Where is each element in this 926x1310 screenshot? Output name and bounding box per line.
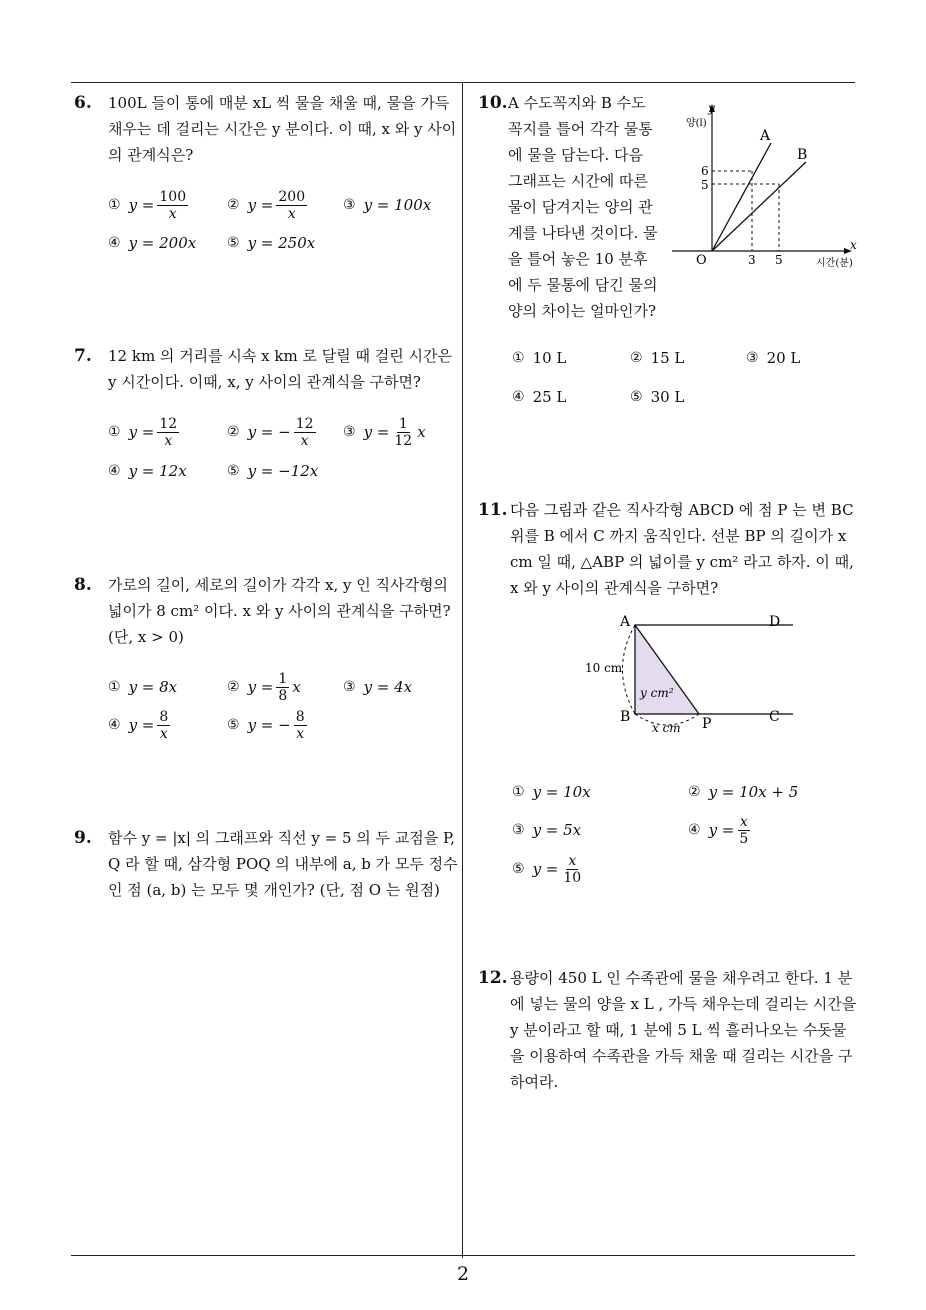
label-c: C	[769, 709, 780, 725]
question-11	[478, 497, 858, 601]
q10-option-1[interactable]: ① 10 L	[512, 349, 567, 367]
label-d: D	[769, 614, 781, 630]
q8-option-1[interactable]: ① y = 8x	[108, 678, 178, 696]
base-length-label: x cm	[652, 721, 681, 735]
tick-x5: 5	[775, 253, 783, 267]
q7-option-2[interactable]: ② y = − $\frac{12}{x}$	[227, 415, 314, 449]
q11-option-1[interactable]: ① y = 10x	[512, 783, 591, 801]
q11-figure	[578, 608, 793, 738]
area-label: y cm²	[640, 686, 674, 700]
fraction: $\frac{1}{12}$	[394, 415, 413, 449]
fraction: $\frac{x}{10}$	[563, 852, 582, 886]
line-a	[712, 143, 771, 251]
column-divider	[462, 82, 463, 1258]
q8-option-3[interactable]: ③ y = 4x	[343, 678, 413, 696]
q6-option-1[interactable]: ① y = $\frac{100}{x}$	[108, 188, 187, 222]
q6-option-2[interactable]: ② y = $\frac{200}{x}$	[227, 188, 306, 222]
question-number: 10.	[478, 93, 508, 113]
question-12	[478, 965, 858, 1095]
q11-option-2[interactable]: ② y = 10x + 5	[688, 783, 799, 801]
question-text: 다음 그림과 같은 직사각형 ABCD 에 점 P 는 변 BC 위를 B 에서 C 까지 움직인다. 선분 BP 의 길이가 x cm 일 때, △ABP 의 넓이를 y cm² 라고 하자. 이 때, x 와 y 사이의 관계식을 구하면?	[510, 501, 854, 597]
q10-option-5[interactable]: ⑤ 30 L	[630, 388, 685, 406]
question-10	[478, 90, 660, 324]
q6-option-3[interactable]: ③ y = 100x	[343, 196, 432, 214]
q10-option-2[interactable]: ② 15 L	[630, 349, 685, 367]
top-rule	[71, 82, 855, 83]
q7-option-4[interactable]: ④ y = 12x	[108, 462, 187, 480]
origin-label: O	[696, 253, 707, 268]
line-b	[712, 162, 806, 251]
x-axis-label: x	[850, 238, 857, 252]
tick-y6: 6	[701, 164, 709, 178]
y-axis-label: y	[708, 101, 715, 115]
line-a-label: A	[760, 128, 771, 144]
question-7	[74, 343, 459, 395]
tick-y5: 5	[701, 178, 709, 192]
question-6	[74, 90, 459, 168]
q7-option-1[interactable]: ① y = $\frac{12}{x}$	[108, 415, 178, 449]
q8-option-4[interactable]: ④ y = $\frac{8}{x}$	[108, 708, 169, 742]
question-8	[74, 572, 459, 650]
fraction: $\frac{8}{x}$	[159, 708, 169, 742]
question-number: 7.	[74, 346, 92, 366]
x-unit-label: 시간(분)	[816, 258, 853, 269]
question-number: 8.	[74, 575, 92, 595]
label-p: P	[702, 716, 712, 732]
question-text: 12 km 의 거리를 시속 x km 로 달릴 때 걸린 시간은 y 시간이다. 이때, x, y 사이의 관계식을 구하면?	[108, 347, 452, 391]
q6-option-5[interactable]: ⑤ y = 250x	[227, 234, 316, 252]
fraction: $\frac{12}{x}$	[295, 415, 314, 449]
q10-option-3[interactable]: ③ 20 L	[746, 349, 801, 367]
tick-x3: 3	[748, 253, 756, 267]
fraction: $\frac{x}{5}$	[739, 813, 749, 847]
fraction: $\frac{200}{x}$	[278, 188, 306, 222]
y-unit-label: 양(l)	[686, 118, 707, 129]
question-number: 9.	[74, 828, 92, 848]
q11-option-3[interactable]: ③ y = 5x	[512, 821, 582, 839]
q6-option-4[interactable]: ④ y = 200x	[108, 234, 197, 252]
question-9	[74, 825, 459, 903]
question-number: 11.	[478, 500, 508, 520]
label-b: B	[620, 709, 631, 725]
q10-graph	[668, 96, 863, 276]
fraction: $\frac{8}{x}$	[295, 708, 305, 742]
label-a: A	[620, 614, 631, 630]
page-number: 2	[456, 1263, 470, 1285]
question-text: 용량이 450 L 인 수족관에 물을 채우려고 한다. 1 분에 넣는 물의 양을 x L , 가득 채우는데 걸리는 시간을 y 분이라고 할 때, 1 분에 5 L 씩 흘러나오는 수돗물을 이용하여 수족관을 가득 채울 때 걸리는 시간을 구하여라.	[510, 969, 857, 1091]
q8-option-5[interactable]: ⑤ y = − $\frac{8}{x}$	[227, 708, 305, 742]
q10-option-4[interactable]: ④ 25 L	[512, 388, 567, 406]
q7-option-5[interactable]: ⑤ y = −12x	[227, 462, 319, 480]
question-text: 함수 y = |x| 의 그래프와 직선 y = 5 의 두 교점을 P, Q 라 할 때, 삼각형 POQ 의 내부에 a, b 가 모두 정수인 점 (a, b) 는 모두 몇 개인가? (단, 점 O 는 원점)	[108, 829, 458, 899]
question-text: 가로의 길이, 세로의 길이가 각각 x, y 인 직사각형의 넓이가 8 cm² 이다. x 와 y 사이의 관계식을 구하면? (단, x > 0)	[108, 576, 451, 646]
bottom-rule	[71, 1255, 855, 1256]
question-text: 100L 들이 통에 매분 xL 씩 물을 채울 때, 물을 가득 채우는 데 걸리는 시간은 y 분이다. 이 때, x 와 y 사이의 관계식은?	[108, 94, 457, 164]
fraction: $\frac{1}{8}$	[278, 670, 288, 704]
q11-option-5[interactable]: ⑤ y = $\frac{x}{10}$	[512, 852, 582, 886]
q11-option-4[interactable]: ④ y = $\frac{x}{5}$	[688, 813, 749, 847]
q8-option-2[interactable]: ② y = $\frac{1}{8}$ x	[227, 670, 301, 704]
question-number: 6.	[74, 93, 92, 113]
q7-option-3[interactable]: ③ y = $\frac{1}{12}$ x	[343, 415, 426, 449]
question-number: 12.	[478, 968, 508, 988]
fraction: $\frac{12}{x}$	[159, 415, 178, 449]
side-brace	[623, 625, 636, 714]
line-b-label: B	[797, 147, 808, 163]
fraction: $\frac{100}{x}$	[159, 188, 187, 222]
side-length-label: 10 cm	[585, 661, 623, 675]
question-text: A 수도꼭지와 B 수도꼭지를 틀어 각각 물통에 물을 담는다. 다음 그래프는 시간에 따른 물이 담겨지는 양의 관계를 나타낸 것이다. 물을 틀어 놓은 10 분후에 두 물통에 담긴 물의 양의 차이는 얼마인가?	[508, 94, 658, 320]
